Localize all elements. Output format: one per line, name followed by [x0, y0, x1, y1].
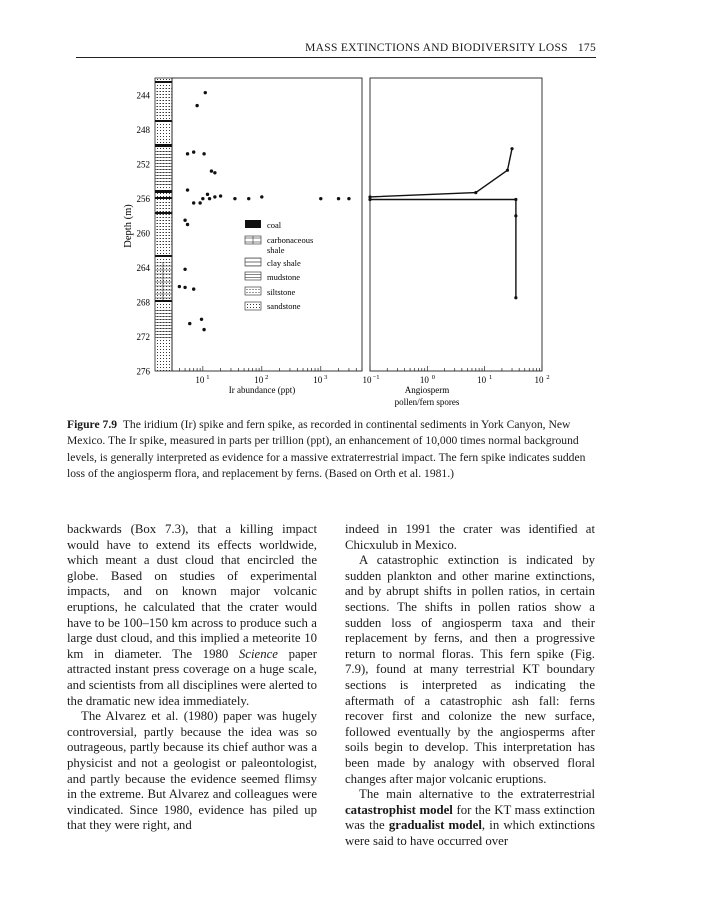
pollen-data-point [506, 169, 509, 172]
depth-tick-label: 268 [136, 297, 150, 308]
ir-data-point [183, 218, 186, 221]
pollen-data-point [474, 191, 477, 194]
depth-tick-label: 252 [136, 159, 150, 170]
legend-swatch-siltstone [245, 287, 261, 295]
paragraph: The main alternative to the extraterrestrial catastrophist model for the KT mass extinction was the gradualist model, in which extinctions were said to have occurred over [345, 787, 596, 848]
caption-text: The iridium (Ir) spike and fern spike, as recorded in continental sediments in York Canyon, New Mexico. The Ir spike, measured in parts per trillion (ppt), an enhancement of 10,000 times normal background levels, is generally interpreted as evidence for a massive extraterrestrial impact. The fern spike indicates sudden loss of the angiosperm flora, and replacement by ferns. (Based on Orth et al. 1981.) [67, 418, 586, 481]
paragraph: backwards (Box 7.3), that a killing impact would have to extend its effects worldwide, which meant a dust cloud that encircled the globe. Based on studies of experimental impacts, and on known major volcanic eruptions, he calculated that the crater would have to be 100–150 km across to produce such a large dust cloud, and this implied a meteorite 10 km in diameter. The 1980 Science paper attracted instant press coverage on a huge scale, and scientists from all disciplines were alerted to the dramatic new idea immediately. [67, 522, 317, 708]
legend-label-mudstone: mudstone [267, 272, 301, 282]
ir-data-point [200, 318, 203, 321]
paragraph: The Alvarez et al. (1980) paper was hugely controversial, partly because the idea was so outrageous, partly because its chief author was a physicist and not a geologist or paleontologist, and partly because the evidence seemed flimsy in the extreme. But Alvarez and colleagues were vindicated. Since 1980, evidence has piled up that they were right, and [67, 709, 317, 833]
running-head-title: MASS EXTINCTIONS AND BIODIVERSITY LOSS [305, 42, 568, 54]
ir-points [178, 91, 351, 331]
ir-data-point [183, 286, 186, 289]
ir-data-point [202, 152, 205, 155]
ir-data-point [186, 152, 189, 155]
ir-x-axis-label: Ir abundance (ppt) [228, 385, 296, 395]
ir-data-point [219, 194, 222, 197]
ir-tick-label: 10 [195, 375, 205, 385]
ir-tick-label: 10 [254, 375, 264, 385]
legend-swatch-coal [245, 220, 261, 228]
ir-data-point [192, 287, 195, 290]
legend-swatch-carbonaceous-shale [245, 236, 261, 244]
depth-tick-labels [137, 91, 151, 377]
pollen-ratio-line [370, 149, 516, 298]
pollen-tick-exponent: 0 [431, 374, 435, 381]
caption-label: Figure 7.9 [67, 418, 118, 431]
ir-data-point [201, 197, 204, 200]
ir-data-point [178, 285, 181, 288]
body-column-left [67, 522, 317, 834]
ir-data-point [188, 322, 191, 325]
legend-swatch-mudstone [245, 272, 261, 280]
paragraph: indeed in 1991 the crater was identified at Chicxulub in Mexico. [345, 522, 595, 552]
pollen-data-point [514, 296, 517, 299]
ir-data-point [192, 201, 195, 204]
ir-data-point [183, 268, 186, 271]
pollen-tick-exponent: 1 [489, 374, 493, 381]
ir-data-point [206, 193, 209, 196]
page-number: 175 [577, 42, 596, 54]
figure-caption [67, 417, 597, 483]
depth-tick-label: 244 [136, 90, 150, 101]
pollen-tick-label: 10 [362, 375, 372, 385]
pollen-data-point [510, 147, 513, 150]
pollen-data-point [514, 214, 517, 217]
pollen-tick-exponent: 2 [546, 374, 550, 381]
ir-data-point [192, 150, 195, 153]
depth-tick-label: 256 [136, 194, 150, 205]
pollen-data-point [368, 198, 371, 201]
ir-data-point [204, 91, 207, 94]
ir-data-point [186, 223, 189, 226]
body-column-right [345, 522, 595, 849]
legend-swatch-clay-shale [245, 258, 261, 266]
ir-data-point [213, 195, 216, 198]
ir-data-point [213, 171, 216, 174]
ir-data-point [198, 201, 201, 204]
ir-tick-exponent: 3 [324, 374, 328, 381]
pollen-tick-exponent: −1 [372, 374, 380, 381]
legend-label-coal: coal [267, 220, 282, 230]
legend-swatch-sandstone [245, 302, 261, 310]
ir-data-point [210, 169, 213, 172]
ir-data-point [208, 197, 211, 200]
depth-tick-label: 276 [136, 366, 150, 377]
ir-x-ticks [172, 366, 362, 385]
lithology-legend [245, 220, 313, 311]
legend-label-shale: shale [267, 245, 285, 255]
paragraph: A catastrophic extinction is indicated by sudden plankton and other marine extinctions, and by abrupt shifts in pollen ratios, in certain sections. The shifts in pollen ratios show a sudden loss of angiosperm taxa and their replacement by ferns, and then a progressive return to normal floras. This fern spike (Fig. 7.9), found at many terrestrial KT boundary sections is interpreted as indicating the aftermath of a catastrophic ash fall: ferns recover first and colonize the new surface, followed eventually by the angiosperms after soils begin to develop. This interpretation has been made by analogy with observed floral changes after major volcanic eruptions. [345, 553, 595, 786]
ir-data-point [319, 197, 322, 200]
depth-tick-label: 260 [136, 228, 150, 239]
ir-data-point [202, 328, 205, 331]
depth-tick-label: 248 [136, 125, 150, 136]
y-axis-label: Depth (m) [123, 204, 134, 248]
figure-7-9 [0, 0, 714, 410]
pollen-x-axis-label-line2: pollen/fern spores [394, 397, 460, 407]
pollen-tick-label: 10 [477, 375, 487, 385]
pollen-tick-label: 10 [534, 375, 544, 385]
ir-data-point [337, 197, 340, 200]
pollen-tick-label: 10 [419, 375, 429, 385]
depth-tick-label: 272 [136, 332, 150, 343]
ir-data-point [247, 197, 250, 200]
legend-label-clay-shale: clay shale [267, 258, 301, 268]
ir-data-point [347, 197, 350, 200]
strat-column [155, 78, 172, 371]
ir-tick-label: 10 [313, 375, 323, 385]
pollen-x-ticks [363, 366, 550, 385]
pollen-points [368, 147, 517, 299]
ir-tick-exponent: 2 [265, 374, 269, 381]
legend-label-siltstone: siltstone [267, 287, 296, 297]
depth-tick-label: 264 [136, 263, 150, 274]
legend-label-sandstone: sandstone [267, 301, 301, 311]
legend-label-carbonaceous: carbonaceous [267, 235, 314, 245]
ir-data-point [233, 197, 236, 200]
pollen-data-point [514, 198, 517, 201]
pollen-x-axis-label-line1: Angiosperm [404, 385, 450, 395]
ir-tick-exponent: 1 [206, 374, 210, 381]
ir-data-point [260, 195, 263, 198]
ir-data-point [195, 104, 198, 107]
ir-data-point [186, 188, 189, 191]
